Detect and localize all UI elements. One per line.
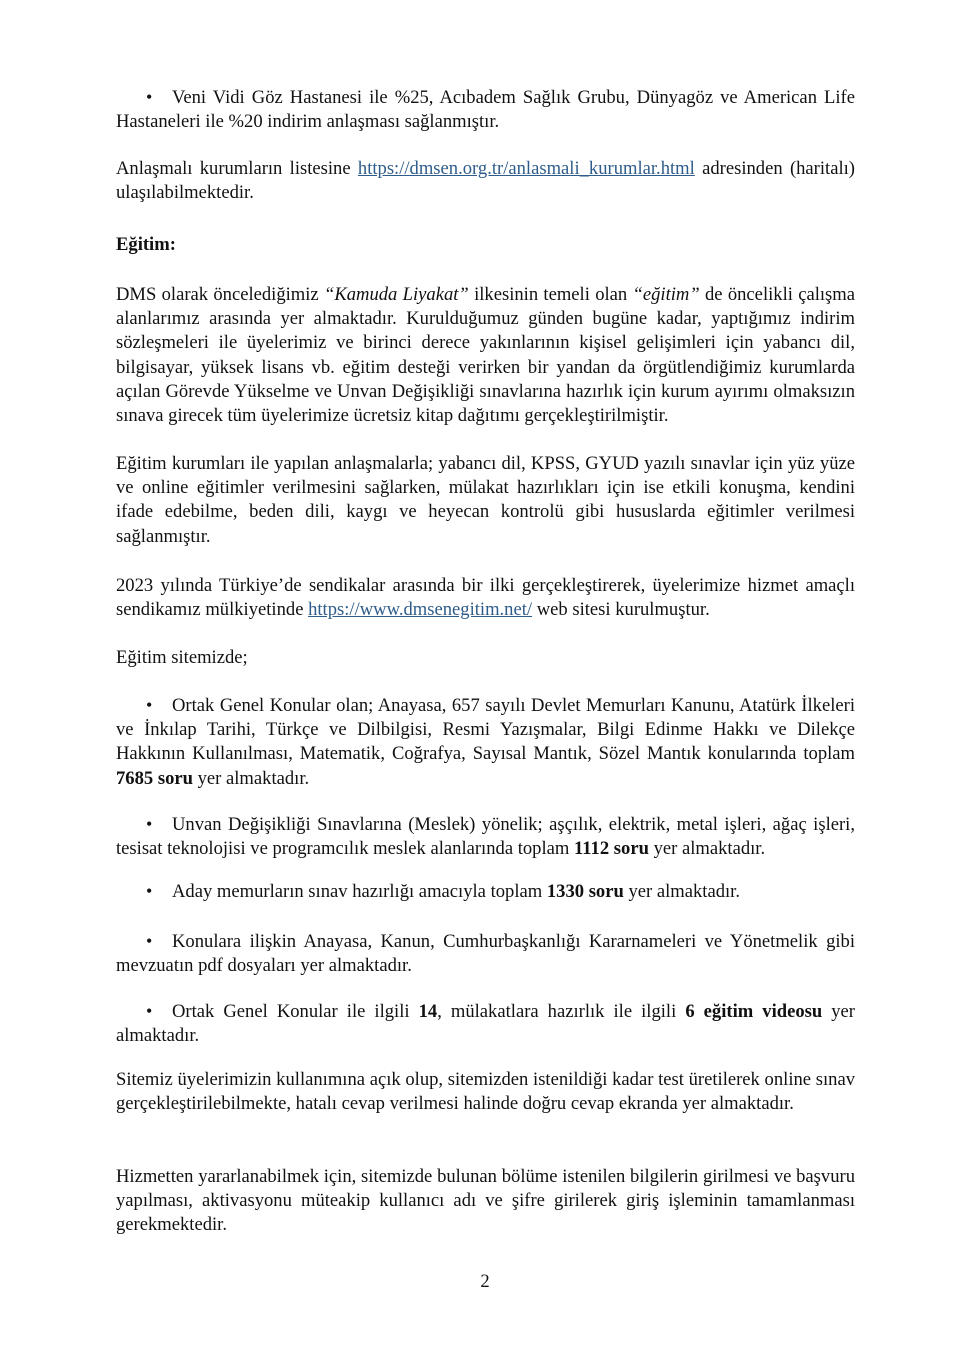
heading-text: Eğitim: xyxy=(116,234,176,255)
bullet-text: Veni Vidi Göz Hastanesi ile %25, Acıbadem Sağlık Grubu, Dünyagöz ve American Life Hastaneleri ile %20 indirim anlaşması sağlanmıştır. xyxy=(116,87,855,133)
bold-count: 6 eğitim videosu xyxy=(685,1001,823,1022)
site-bullet-2 xyxy=(116,812,855,861)
bold-count: 1330 soru xyxy=(546,881,624,902)
bullet-icon xyxy=(146,693,172,718)
bullet-text: yer almaktadır. xyxy=(648,838,766,860)
bullet-icon xyxy=(146,929,172,954)
site-bullet-5 xyxy=(116,999,855,1048)
site-bullet-4 xyxy=(116,929,855,978)
paragraph-text: Anlaşmalı kurumların listesine xyxy=(116,158,358,179)
paragraph-text: adresinden (haritalı) ulaşılabilmektedir. xyxy=(116,158,855,204)
paragraph-text: Hizmetten yararlanabilmek için, sitemizde bulunan bölüme istenilen bilgilerin girilmesi ve başvuru yapılması, aktivasyonu müteakip kullanıcı adı ve şifre girilerek giriş işleminin tamamlanması gerekmektedir. xyxy=(116,1166,855,1236)
intro-paragraph xyxy=(116,283,855,428)
bullet-text: Unvan Değişikliği Sınavlarına (Meslek) yönelik; aşçılık, elektrik, metal işleri, ağaç işleri, tesisat teknolojisi ve programcılık meslek alanlarında toplam xyxy=(116,814,855,860)
access-paragraph xyxy=(116,1165,855,1238)
paragraph-text: Eğitim kurumları ile yapılan anlaşmalarla; yabancı dil, KPSS, GYUD yazılı sınavlar için yüz yüze ve online eğitimler verilmesini sağlarken, mülakat hazırlıkları için ise etkili konuşma, kendini ifade edebilme, beden dili, kaygı ve heyecan kontrolü gibi hususlarda eğitimler verilmesi sağlanmıştır. xyxy=(116,453,855,547)
page-number: 2 xyxy=(480,1271,490,1292)
paragraph-text: web sitesi kurulmuştur. xyxy=(532,599,710,621)
bullet-text: , mülakatlara hazırlık ile ilgili xyxy=(437,1001,686,1022)
bullet-text: Konulara ilişkin Anayasa, Kanun, Cumhurbaşkanlığı Kararnameleri ve Yönetmelik gibi mevzuatın pdf dosyaları yer almaktadır. xyxy=(116,931,855,977)
paragraph-text: 2023 yılında Türkiye’de sendikalar arasında bir ilki gerçekleştirerek, üyelerimize hizmet amaçlı sendikamız mülkiyetinde xyxy=(116,575,855,621)
paragraph-text: Eğitim sitemizde; xyxy=(116,647,248,668)
bold-count: 14 xyxy=(418,1001,438,1022)
site-bullet-3 xyxy=(116,879,855,904)
usage-paragraph xyxy=(116,1068,855,1116)
bullet-icon xyxy=(146,85,172,110)
bold-count: 7685 soru xyxy=(116,767,193,789)
agreements-link[interactable]: https://dmsen.org.tr/anlasmali_kurumlar.html xyxy=(357,158,695,179)
bullet-text: yer almaktadır. xyxy=(192,767,310,789)
paragraph-text: ilkesinin temeli olan xyxy=(468,284,633,305)
bullet-text: Ortak Genel Konular ile ilgili xyxy=(172,1001,419,1022)
paragraph-text: Sitemiz üyelerimizin kullanımına açık olup, sitemizden istenildiği kadar test üretilerek online sınav gerçekleştirilebilmekte, hatalı cevap verilmesi halinde doğru cevap ekranda yer almaktadır. xyxy=(116,1069,855,1115)
education-site-link[interactable]: https://www.dmsenegitim.net/ xyxy=(308,599,533,621)
agreements-paragraph xyxy=(116,157,855,205)
site-bullet-1 xyxy=(116,693,855,791)
section-heading xyxy=(116,233,855,257)
bullet-icon xyxy=(146,812,172,837)
bullet-hospital-discounts xyxy=(116,85,855,134)
paragraph-text: de öncelikli çalışma alanlarımız arasında yer almaktadır. Kurulduğumuz günden bugüne kadar, yaptığımız indirim sözleşmeleri ile üyelerimiz ve birinci derece yakınlarının kişisel gelişimleri için yabancı dil, bilgisayar, yüksek lisans vb. eğitim desteği verirken bir yandan da örgütlendiğimiz kurumlarda açılan Görevde Yükselme ve Unvan Değişikliği sınavlarına hazırlık için kurum ayırımı olmaksızın sınava girecek tüm üyelerimize ücretsiz kitap dağıtımı gerçekleştirilmiştir. xyxy=(116,284,855,427)
institutions-paragraph xyxy=(116,452,855,549)
bullet-text: Ortak Genel Konular olan; Anayasa, 657 sayılı Devlet Memurları Kanunu, Atatürk İlkeleri ve İnkılap Tarihi, Türkçe ve Dilbilgisi, Resmi Yazışmalar, Bilgi Edinme Hakkı ve Dilekçe Hakkının Kullanılması, Matematik, Coğrafya, Sayısal Mantık, Sözel Mantık konularında toplam xyxy=(116,695,855,765)
site-intro xyxy=(116,646,855,670)
bullet-icon xyxy=(146,999,172,1024)
paragraph-text: DMS olarak öncelediğimiz xyxy=(116,284,324,305)
bullet-text: yer almaktadır. xyxy=(116,1001,856,1047)
bullet-icon xyxy=(146,879,172,904)
bullet-text: Aday memurların sınav hazırlığı amacıyla toplam xyxy=(172,881,547,902)
italic-phrase: “Kamuda Liyakat” xyxy=(324,284,469,305)
bold-count: 1112 soru xyxy=(574,838,649,860)
website-paragraph xyxy=(116,574,855,622)
italic-phrase: “eğitim” xyxy=(632,284,700,305)
bullet-text: yer almaktadır. xyxy=(623,881,740,902)
